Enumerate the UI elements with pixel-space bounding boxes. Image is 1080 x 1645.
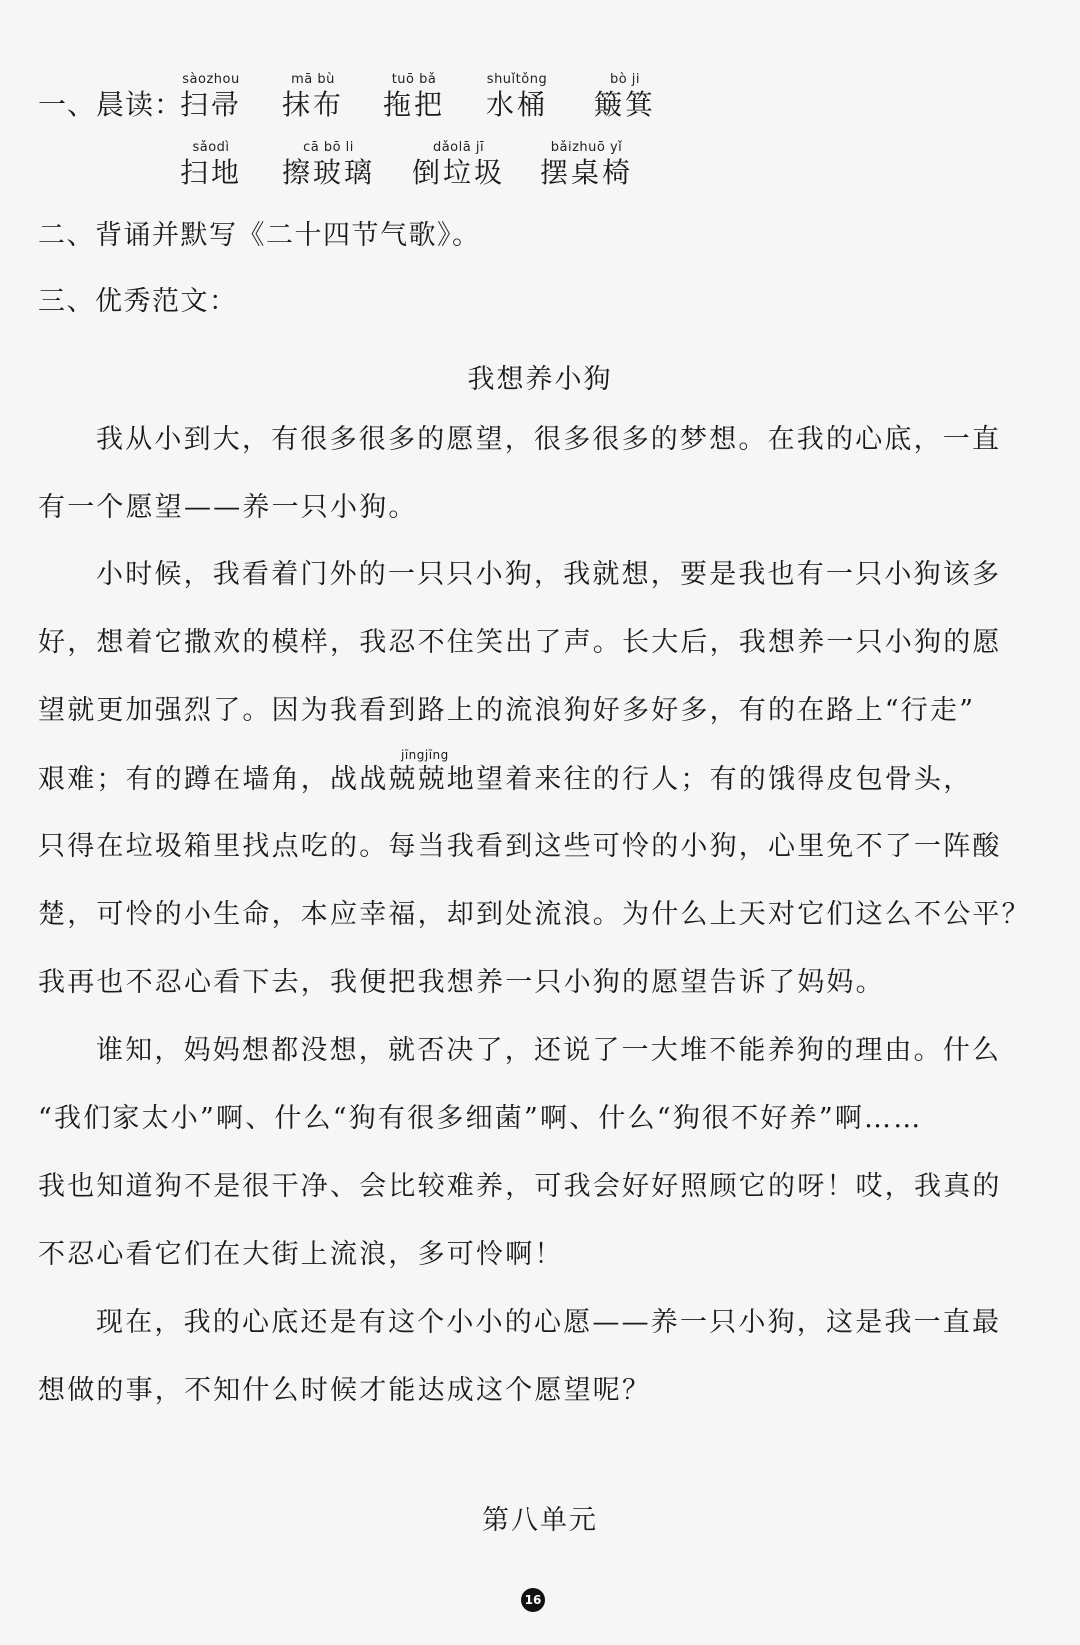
essay-line: 我再也不忍心看下去，我便把我想养一只小狗的愿望告诉了妈妈。 (38, 967, 885, 998)
essay-line: 好，想着它撒欢的模样，我忍不住笑出了声。长大后，我想养一只小狗的愿 (38, 627, 1002, 658)
essay-line: 艰难；有的蹲在墙角，战战兢兢地望着来往的行人；有的饿得皮包骨头， (38, 764, 973, 795)
word-text: 摆桌椅 (540, 156, 634, 189)
essay-title: 我想养小狗 (467, 364, 613, 395)
word-text: 水桶 (486, 88, 549, 121)
word-pinyin: shuǐtǒng (486, 72, 548, 87)
word-text: 倒垃圾 (412, 156, 506, 189)
word-pinyin: dǎolā jī (432, 140, 485, 155)
vocab-word (282, 140, 375, 190)
word-pinyin: tuō bǎ (391, 72, 437, 87)
essay-line: 不忍心看它们在大街上流浪，多可怜啊！ (38, 1239, 564, 1270)
vocab-word (540, 140, 633, 190)
word-text: 擦玻璃 (282, 156, 376, 189)
essay-line: “我们家太小”啊、什么“狗有很多细菌”啊、什么“狗很不好养”啊…… (38, 1103, 923, 1134)
essay-line: 我也知道狗不是很干净、会比较难养，可我会好好照顾它的呀！哎，我真的 (38, 1171, 1002, 1202)
word-pinyin: sǎodì (192, 140, 230, 155)
inline-pinyin: jīngjīng (401, 748, 449, 762)
vocab-word (594, 72, 656, 122)
word-pinyin: cā bō li (303, 140, 354, 155)
unit-title: 第八单元 (482, 1505, 598, 1536)
vocab-word (180, 72, 242, 122)
word-text: 抹布 (282, 88, 345, 121)
section3-label: 三、优秀范文： (38, 286, 238, 317)
essay-line: 楚，可怜的小生命，本应幸福，却到处流浪。为什么上天对它们这么不公平？ (38, 899, 1031, 930)
word-text: 簸箕 (594, 88, 657, 121)
word-text: 扫帚 (180, 88, 243, 121)
essay-line: 我从小到大，有很多很多的愿望，很多很多的梦想。在我的心底，一直 (96, 424, 1002, 455)
essay-line: 有一个愿望——养一只小狗。 (38, 492, 418, 523)
word-text: 扫地 (180, 156, 243, 189)
essay-line: 只得在垃圾箱里找点吃的。每当我看到这些可怜的小狗，心里免不了一阵酸 (38, 831, 1002, 862)
section2-text: 二、背诵并默写《二十四节气歌》。 (38, 220, 481, 251)
essay-line: 小时候，我看着门外的一只只小狗，我就想，要是我也有一只小狗该多 (96, 559, 1002, 590)
vocab-word (383, 72, 445, 122)
section1-label: 一、晨读： (38, 88, 184, 121)
vocab-word (282, 72, 344, 122)
essay-line: 想做的事，不知什么时候才能达成这个愿望呢？ (38, 1375, 652, 1406)
vocab-word (486, 72, 548, 122)
word-pinyin: mā bù (291, 72, 335, 87)
essay-line: 现在，我的心底还是有这个小小的心愿——养一只小狗，这是我一直最 (96, 1307, 1002, 1338)
essay-line: 望就更加强烈了。因为我看到路上的流浪狗好多好多，有的在路上“行走” (38, 695, 976, 726)
vocab-word (180, 140, 242, 190)
word-pinyin: bò ji (609, 72, 641, 87)
word-text: 拖把 (383, 88, 446, 121)
essay-line: 谁知，妈妈想都没想，就否决了，还说了一大堆不能养狗的理由。什么 (96, 1035, 1002, 1066)
vocab-word (412, 140, 505, 190)
word-pinyin: sàozhou (182, 72, 240, 87)
word-pinyin: bǎizhuō yǐ (550, 140, 623, 155)
page-number-badge: 16 (521, 1588, 545, 1612)
